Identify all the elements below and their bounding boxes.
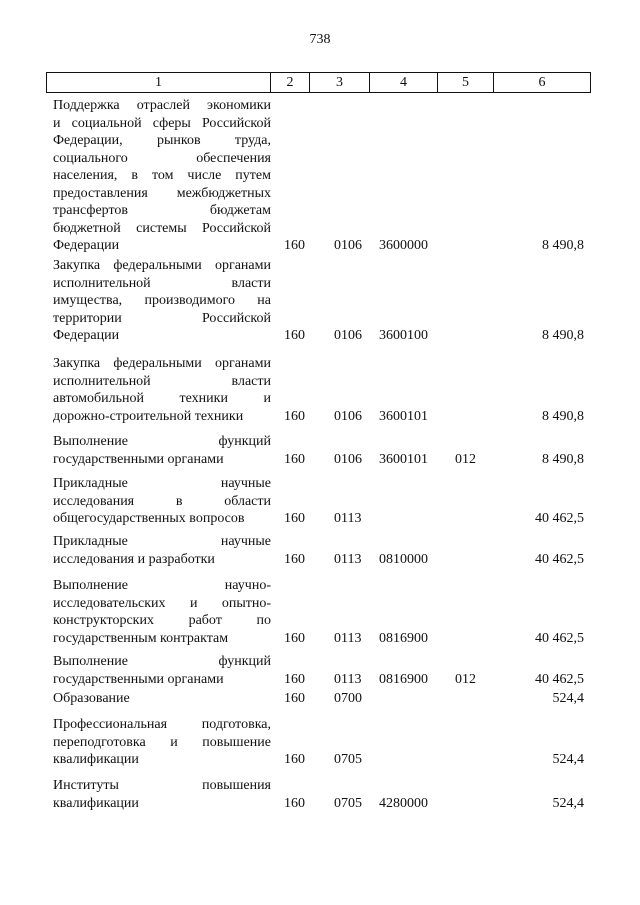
col-6-value: 8 490,8 [542,328,584,343]
col-3-value: 0113 [334,630,362,646]
col-3-value: 0106 [334,328,362,343]
description-line: исполнительной власти [53,275,271,291]
description-line: конструкторских работ по [53,613,271,628]
header-col-1: 1 [47,73,271,92]
col-2-value: 160 [284,511,305,526]
description-line: государственным контрактам [53,630,229,646]
description-line: дорожно-строительной техники [53,408,244,424]
col-6-value: 40 462,5 [535,551,584,567]
description-line: Выполнение научно- [53,578,271,593]
col-2-value: 160 [284,238,305,253]
col-6-value: 8 490,8 [542,408,584,424]
col-3-value: 0700 [334,691,362,706]
description-line: и социальной сферы Российской [53,115,271,131]
col-3-value: 0705 [334,795,362,811]
col-2-value: 160 [284,630,305,646]
col-4-value: 3600000 [379,238,428,253]
col-4-value: 3600101 [379,408,428,424]
col-3-value: 0106 [334,451,362,467]
col-6-value: 8 490,8 [542,238,584,253]
col-2-value: 160 [284,451,305,467]
col-2-value: 160 [284,551,305,567]
col-2-value: 160 [284,408,305,424]
description-line: квалификации [53,795,139,811]
description-line: исследования в области [53,493,271,509]
col-6-value: 524,4 [552,795,584,811]
col-4-value: 4280000 [379,795,428,811]
col-2-value: 160 [284,752,305,767]
description-line: Выполнение функций [53,434,271,449]
col-5-value: 012 [455,451,476,467]
col-6-value: 40 462,5 [535,630,584,646]
col-5-value: 012 [455,671,476,687]
description-line: имущества, производимого на [53,293,271,308]
description-line: Прикладные научные [53,534,271,549]
description-line: квалификации [53,752,139,767]
col-6-value: 8 490,8 [542,451,584,467]
col-3-value: 0113 [334,671,362,687]
description-line: населения, в том числе путем [53,168,271,183]
description-line: государственными органами [53,671,224,687]
description-line: трансфертов бюджетам [53,203,271,218]
description-line: Федерации [53,238,120,253]
description-line: Профессиональная подготовка, [53,717,271,732]
description-line: переподготовка и повышение [53,734,271,750]
description-line: социального обеспечения [53,150,271,166]
col-2-value: 160 [284,671,305,687]
col-4-value: 0810000 [379,551,428,567]
col-4-value: 3600100 [379,328,428,343]
description-line: Образование [53,691,130,706]
header-col-3: 3 [310,73,370,92]
description-line: исполнительной власти [53,373,271,389]
description-line: территории Российской [53,310,271,326]
table-header [46,72,591,93]
header-col-2: 2 [271,73,310,92]
description-line: Выполнение функций [53,654,271,669]
col-2-value: 160 [284,328,305,343]
col-4-value: 0816900 [379,630,428,646]
col-2-value: 160 [284,795,305,811]
description-line: бюджетной системы Российской [53,220,271,236]
row-description [53,97,271,255]
description-line: общегосударственных вопросов [53,511,245,526]
description-line: Федерации, рынков труда, [53,133,271,148]
col-6-value: 524,4 [552,752,584,767]
description-line: предоставления межбюджетных [53,185,271,201]
col-4-value: 3600101 [379,451,428,467]
col-3-value: 0106 [334,408,362,424]
header-col-6: 6 [538,74,546,90]
description-line: автомобильной техники и [53,391,271,406]
col-3-value: 0106 [334,238,362,253]
col-6-value: 40 462,5 [535,511,584,526]
col-4-value: 0816900 [379,671,428,687]
description-line: исследования и разработки [53,551,215,567]
col-6-value: 524,4 [552,691,584,706]
description-line: Закупка федеральными органами [53,356,271,371]
header-col-5: 5 [438,73,494,92]
col-3-value: 0113 [334,551,362,567]
description-line: Федерации [53,328,120,343]
col-3-value: 0113 [334,511,362,526]
col-2-value: 160 [284,691,305,706]
description-line: государственными органами [53,451,224,467]
col-6-value: 40 462,5 [535,671,584,687]
description-line: Институты повышения [53,778,271,793]
description-line: Поддержка отраслей экономики [53,98,271,113]
description-line: Прикладные научные [53,476,271,491]
description-line: Закупка федеральными органами [53,258,271,273]
description-line: исследовательских и опытно- [53,595,271,611]
page-number: 738 [309,32,331,47]
header-col-4: 4 [370,73,438,92]
col-3-value: 0705 [334,752,362,767]
